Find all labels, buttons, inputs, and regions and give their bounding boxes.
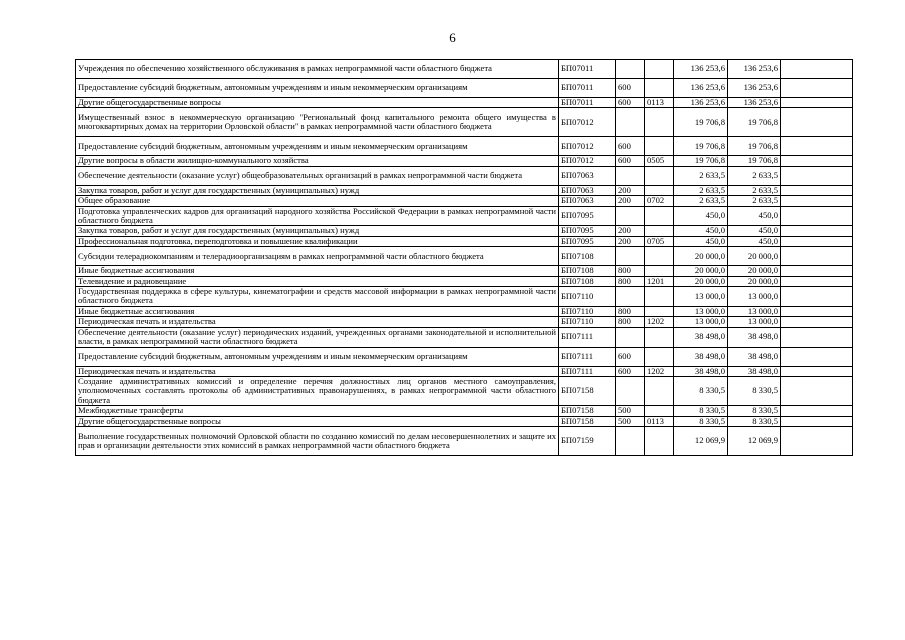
row-amount-1-cell: 8 330,5 bbox=[674, 406, 728, 416]
row-name-cell: Закупка товаров, работ и услуг для государственных (муниципальных) нужд bbox=[76, 226, 559, 236]
row-name-cell: Учреждения по обеспечению хозяйственного обслуживания в рамках непрограммной части областного бюджета bbox=[76, 60, 559, 79]
row-amount-1-cell: 38 498,0 bbox=[674, 327, 728, 347]
row-expense-type-cell bbox=[616, 327, 645, 347]
row-name-cell: Межбюджетные трансферты bbox=[76, 406, 559, 416]
row-section-cell bbox=[645, 306, 674, 316]
row-code-cell: БП07011 bbox=[559, 98, 616, 108]
row-amount-2-cell: 20 000,0 bbox=[728, 266, 781, 276]
row-code-cell: БП07012 bbox=[559, 156, 616, 166]
row-code-cell: БП07110 bbox=[559, 317, 616, 327]
page-number: 6 bbox=[449, 30, 456, 45]
row-name-cell: Профессиональная подготовка, переподготовка и повышение квалификации bbox=[76, 236, 559, 246]
row-amount-2-cell: 2 633,5 bbox=[728, 196, 781, 206]
row-amount-1-cell: 8 330,5 bbox=[674, 416, 728, 426]
row-code-cell: БП07110 bbox=[559, 287, 616, 307]
table-row bbox=[76, 137, 853, 156]
row-name-cell: Другие общегосударственные вопросы bbox=[76, 416, 559, 426]
row-amount-1-cell: 450,0 bbox=[674, 236, 728, 246]
row-amount-1-cell: 136 253,6 bbox=[674, 98, 728, 108]
row-code-cell: БП07111 bbox=[559, 327, 616, 347]
row-empty-cell bbox=[781, 137, 853, 156]
table-row bbox=[76, 166, 853, 185]
row-amount-2-cell: 19 706,8 bbox=[728, 137, 781, 156]
row-empty-cell bbox=[781, 327, 853, 347]
row-name-cell: Периодическая печать и издательства bbox=[76, 317, 559, 327]
row-expense-type-cell: 600 bbox=[616, 98, 645, 108]
row-amount-1-cell: 12 069,9 bbox=[674, 426, 728, 455]
row-section-cell bbox=[645, 327, 674, 347]
row-expense-type-cell: 200 bbox=[616, 185, 645, 195]
row-expense-type-cell bbox=[616, 247, 645, 266]
row-name-cell: Предоставление субсидий бюджетным, автономным учреждениям и иным некоммерческим организациям bbox=[76, 137, 559, 156]
table-row bbox=[76, 287, 853, 307]
row-expense-type-cell: 800 bbox=[616, 276, 645, 286]
row-amount-2-cell: 19 706,8 bbox=[728, 108, 781, 137]
row-section-cell: 0705 bbox=[645, 236, 674, 246]
table-row bbox=[76, 347, 853, 366]
row-amount-1-cell: 19 706,8 bbox=[674, 156, 728, 166]
row-section-cell bbox=[645, 376, 674, 405]
row-section-cell bbox=[645, 266, 674, 276]
table-row bbox=[76, 416, 853, 426]
table-row bbox=[76, 196, 853, 206]
row-code-cell: БП07012 bbox=[559, 108, 616, 137]
budget-table-body bbox=[76, 60, 853, 456]
row-empty-cell bbox=[781, 266, 853, 276]
row-expense-type-cell: 600 bbox=[616, 137, 645, 156]
row-amount-1-cell: 8 330,5 bbox=[674, 376, 728, 405]
row-expense-type-cell bbox=[616, 166, 645, 185]
row-name-cell: Обеспечение деятельности (оказание услуг) периодических изданий, учрежденных органами законодательной и исполнительной власти, в рамках непрограммной части областного бюджета bbox=[76, 327, 559, 347]
row-name-cell: Подготовка управленческих кадров для организаций народного хозяйства Российской Федерации в рамках непрограммной части областного бюджета bbox=[76, 206, 559, 226]
row-amount-1-cell: 13 000,0 bbox=[674, 287, 728, 307]
table-row bbox=[76, 60, 853, 79]
row-empty-cell bbox=[781, 426, 853, 455]
row-amount-2-cell: 450,0 bbox=[728, 236, 781, 246]
row-name-cell: Иные бюджетные ассигнования bbox=[76, 266, 559, 276]
row-code-cell: БП07158 bbox=[559, 406, 616, 416]
row-code-cell: БП07108 bbox=[559, 276, 616, 286]
row-expense-type-cell: 500 bbox=[616, 406, 645, 416]
table-row bbox=[76, 185, 853, 195]
table-row bbox=[76, 276, 853, 286]
row-empty-cell bbox=[781, 247, 853, 266]
row-code-cell: БП07095 bbox=[559, 226, 616, 236]
row-amount-2-cell: 8 330,5 bbox=[728, 376, 781, 405]
row-amount-2-cell: 136 253,6 bbox=[728, 98, 781, 108]
row-section-cell: 0113 bbox=[645, 416, 674, 426]
row-amount-1-cell: 19 706,8 bbox=[674, 137, 728, 156]
row-expense-type-cell bbox=[616, 108, 645, 137]
table-row bbox=[76, 366, 853, 376]
row-amount-2-cell: 450,0 bbox=[728, 226, 781, 236]
row-amount-2-cell: 38 498,0 bbox=[728, 366, 781, 376]
row-code-cell: БП07095 bbox=[559, 206, 616, 226]
row-section-cell bbox=[645, 166, 674, 185]
row-empty-cell bbox=[781, 166, 853, 185]
row-empty-cell bbox=[781, 108, 853, 137]
row-amount-2-cell: 20 000,0 bbox=[728, 247, 781, 266]
row-code-cell: БП07063 bbox=[559, 185, 616, 195]
row-code-cell: БП07063 bbox=[559, 166, 616, 185]
row-name-cell: Другие вопросы в области жилищно-коммунального хозяйства bbox=[76, 156, 559, 166]
row-section-cell bbox=[645, 185, 674, 195]
table-row bbox=[76, 327, 853, 347]
row-empty-cell bbox=[781, 156, 853, 166]
row-section-cell bbox=[645, 206, 674, 226]
row-name-cell: Предоставление субсидий бюджетным, автономным учреждениям и иным некоммерческим организациям bbox=[76, 347, 559, 366]
row-name-cell: Выполнение государственных полномочий Орловской области по созданию комиссий по делам несовершеннолетних и защите их прав и организации деятельности этих комиссий в рамках непрограммной части областного бюджета bbox=[76, 426, 559, 455]
row-code-cell: БП07063 bbox=[559, 196, 616, 206]
row-section-cell bbox=[645, 137, 674, 156]
row-name-cell: Общее образование bbox=[76, 196, 559, 206]
table-row bbox=[76, 156, 853, 166]
row-amount-2-cell: 136 253,6 bbox=[728, 60, 781, 79]
row-code-cell: БП07111 bbox=[559, 347, 616, 366]
row-name-cell: Закупка товаров, работ и услуг для государственных (муниципальных) нужд bbox=[76, 185, 559, 195]
row-amount-2-cell: 13 000,0 bbox=[728, 317, 781, 327]
row-amount-1-cell: 2 633,5 bbox=[674, 196, 728, 206]
row-expense-type-cell: 800 bbox=[616, 306, 645, 316]
table-row bbox=[76, 266, 853, 276]
row-code-cell: БП07158 bbox=[559, 376, 616, 405]
row-amount-2-cell: 450,0 bbox=[728, 206, 781, 226]
row-amount-2-cell: 2 633,5 bbox=[728, 185, 781, 195]
row-amount-1-cell: 2 633,5 bbox=[674, 185, 728, 195]
row-amount-2-cell: 8 330,5 bbox=[728, 406, 781, 416]
row-empty-cell bbox=[781, 98, 853, 108]
row-empty-cell bbox=[781, 317, 853, 327]
table-row bbox=[76, 79, 853, 98]
row-expense-type-cell: 600 bbox=[616, 156, 645, 166]
table-row bbox=[76, 108, 853, 137]
row-expense-type-cell bbox=[616, 426, 645, 455]
row-amount-2-cell: 12 069,9 bbox=[728, 426, 781, 455]
row-amount-2-cell: 8 330,5 bbox=[728, 416, 781, 426]
row-expense-type-cell: 600 bbox=[616, 79, 645, 98]
row-code-cell: БП07011 bbox=[559, 79, 616, 98]
row-code-cell: БП07012 bbox=[559, 137, 616, 156]
row-section-cell bbox=[645, 347, 674, 366]
row-amount-1-cell: 20 000,0 bbox=[674, 276, 728, 286]
row-code-cell: БП07111 bbox=[559, 366, 616, 376]
row-section-cell: 0505 bbox=[645, 156, 674, 166]
row-expense-type-cell bbox=[616, 60, 645, 79]
row-expense-type-cell: 500 bbox=[616, 416, 645, 426]
row-empty-cell bbox=[781, 236, 853, 246]
row-name-cell: Периодическая печать и издательства bbox=[76, 366, 559, 376]
table-row bbox=[76, 317, 853, 327]
row-amount-1-cell: 13 000,0 bbox=[674, 317, 728, 327]
row-expense-type-cell: 600 bbox=[616, 366, 645, 376]
row-empty-cell bbox=[781, 347, 853, 366]
row-name-cell: Иные бюджетные ассигнования bbox=[76, 306, 559, 316]
row-section-cell bbox=[645, 226, 674, 236]
row-empty-cell bbox=[781, 79, 853, 98]
row-empty-cell bbox=[781, 226, 853, 236]
row-section-cell: 1202 bbox=[645, 317, 674, 327]
row-amount-1-cell: 450,0 bbox=[674, 206, 728, 226]
row-amount-2-cell: 20 000,0 bbox=[728, 276, 781, 286]
row-amount-1-cell: 136 253,6 bbox=[674, 60, 728, 79]
table-row bbox=[76, 98, 853, 108]
row-section-cell bbox=[645, 108, 674, 137]
table-row bbox=[76, 376, 853, 405]
row-section-cell: 1201 bbox=[645, 276, 674, 286]
row-amount-1-cell: 136 253,6 bbox=[674, 79, 728, 98]
row-amount-1-cell: 38 498,0 bbox=[674, 366, 728, 376]
row-amount-2-cell: 13 000,0 bbox=[728, 287, 781, 307]
row-amount-1-cell: 20 000,0 bbox=[674, 247, 728, 266]
row-empty-cell bbox=[781, 366, 853, 376]
table-row bbox=[76, 236, 853, 246]
row-empty-cell bbox=[781, 60, 853, 79]
row-section-cell bbox=[645, 79, 674, 98]
row-expense-type-cell: 600 bbox=[616, 347, 645, 366]
row-name-cell: Создание административных комиссий и определение перечня должностных лиц органов местного самоуправления, уполномоченных составлять протоколы об административных правонарушениях, в рамках непрограммной части областного бюджета bbox=[76, 376, 559, 405]
row-expense-type-cell bbox=[616, 376, 645, 405]
row-section-cell bbox=[645, 60, 674, 79]
row-section-cell bbox=[645, 247, 674, 266]
row-code-cell: БП07011 bbox=[559, 60, 616, 79]
row-name-cell: Предоставление субсидий бюджетным, автономным учреждениям и иным некоммерческим организациям bbox=[76, 79, 559, 98]
row-section-cell bbox=[645, 287, 674, 307]
row-empty-cell bbox=[781, 376, 853, 405]
row-code-cell: БП07110 bbox=[559, 306, 616, 316]
row-amount-1-cell: 450,0 bbox=[674, 226, 728, 236]
row-section-cell: 0702 bbox=[645, 196, 674, 206]
row-name-cell: Телевидение и радиовещание bbox=[76, 276, 559, 286]
row-name-cell: Обеспечение деятельности (оказание услуг) общеобразовательных организаций в рамках непрограммной части бюджета bbox=[76, 166, 559, 185]
row-section-cell bbox=[645, 426, 674, 455]
row-expense-type-cell: 800 bbox=[616, 317, 645, 327]
row-name-cell: Другие общегосударственные вопросы bbox=[76, 98, 559, 108]
row-expense-type-cell bbox=[616, 206, 645, 226]
table-row bbox=[76, 426, 853, 455]
row-empty-cell bbox=[781, 287, 853, 307]
table-row bbox=[76, 247, 853, 266]
row-section-cell: 1202 bbox=[645, 366, 674, 376]
row-expense-type-cell: 200 bbox=[616, 236, 645, 246]
row-amount-2-cell: 19 706,8 bbox=[728, 156, 781, 166]
row-empty-cell bbox=[781, 196, 853, 206]
row-amount-2-cell: 136 253,6 bbox=[728, 79, 781, 98]
row-expense-type-cell: 200 bbox=[616, 226, 645, 236]
row-amount-2-cell: 2 633,5 bbox=[728, 166, 781, 185]
row-empty-cell bbox=[781, 416, 853, 426]
table-row bbox=[76, 206, 853, 226]
row-code-cell: БП07095 bbox=[559, 236, 616, 246]
table-row bbox=[76, 406, 853, 416]
table-row bbox=[76, 226, 853, 236]
row-section-cell: 0113 bbox=[645, 98, 674, 108]
budget-table bbox=[75, 59, 853, 456]
row-code-cell: БП07108 bbox=[559, 266, 616, 276]
row-code-cell: БП07159 bbox=[559, 426, 616, 455]
row-name-cell: Имущественный взнос в некоммерческую организацию "Региональный фонд капитального ремонта общего имущества в многоквартирных домах на территории Орловской области" в рамках непрограммной части областного бюджета bbox=[76, 108, 559, 137]
row-amount-2-cell: 38 498,0 bbox=[728, 347, 781, 366]
row-code-cell: БП07108 bbox=[559, 247, 616, 266]
row-empty-cell bbox=[781, 406, 853, 416]
row-name-cell: Государственная поддержка в сфере культуры, кинематографии и средств массовой информации в рамках непрограммной части областного бюджета bbox=[76, 287, 559, 307]
row-amount-1-cell: 2 633,5 bbox=[674, 166, 728, 185]
row-amount-2-cell: 13 000,0 bbox=[728, 306, 781, 316]
row-name-cell: Субсидии телерадиокомпаниям и телерадиоорганизациям в рамках непрограммной части областного бюджета bbox=[76, 247, 559, 266]
row-amount-2-cell: 38 498,0 bbox=[728, 327, 781, 347]
row-expense-type-cell bbox=[616, 287, 645, 307]
row-empty-cell bbox=[781, 185, 853, 195]
row-amount-1-cell: 19 706,8 bbox=[674, 108, 728, 137]
row-expense-type-cell: 200 bbox=[616, 196, 645, 206]
row-empty-cell bbox=[781, 306, 853, 316]
row-amount-1-cell: 13 000,0 bbox=[674, 306, 728, 316]
row-expense-type-cell: 800 bbox=[616, 266, 645, 276]
row-empty-cell bbox=[781, 276, 853, 286]
row-empty-cell bbox=[781, 206, 853, 226]
row-amount-1-cell: 20 000,0 bbox=[674, 266, 728, 276]
row-amount-1-cell: 38 498,0 bbox=[674, 347, 728, 366]
row-code-cell: БП07158 bbox=[559, 416, 616, 426]
row-section-cell bbox=[645, 406, 674, 416]
table-row bbox=[76, 306, 853, 316]
